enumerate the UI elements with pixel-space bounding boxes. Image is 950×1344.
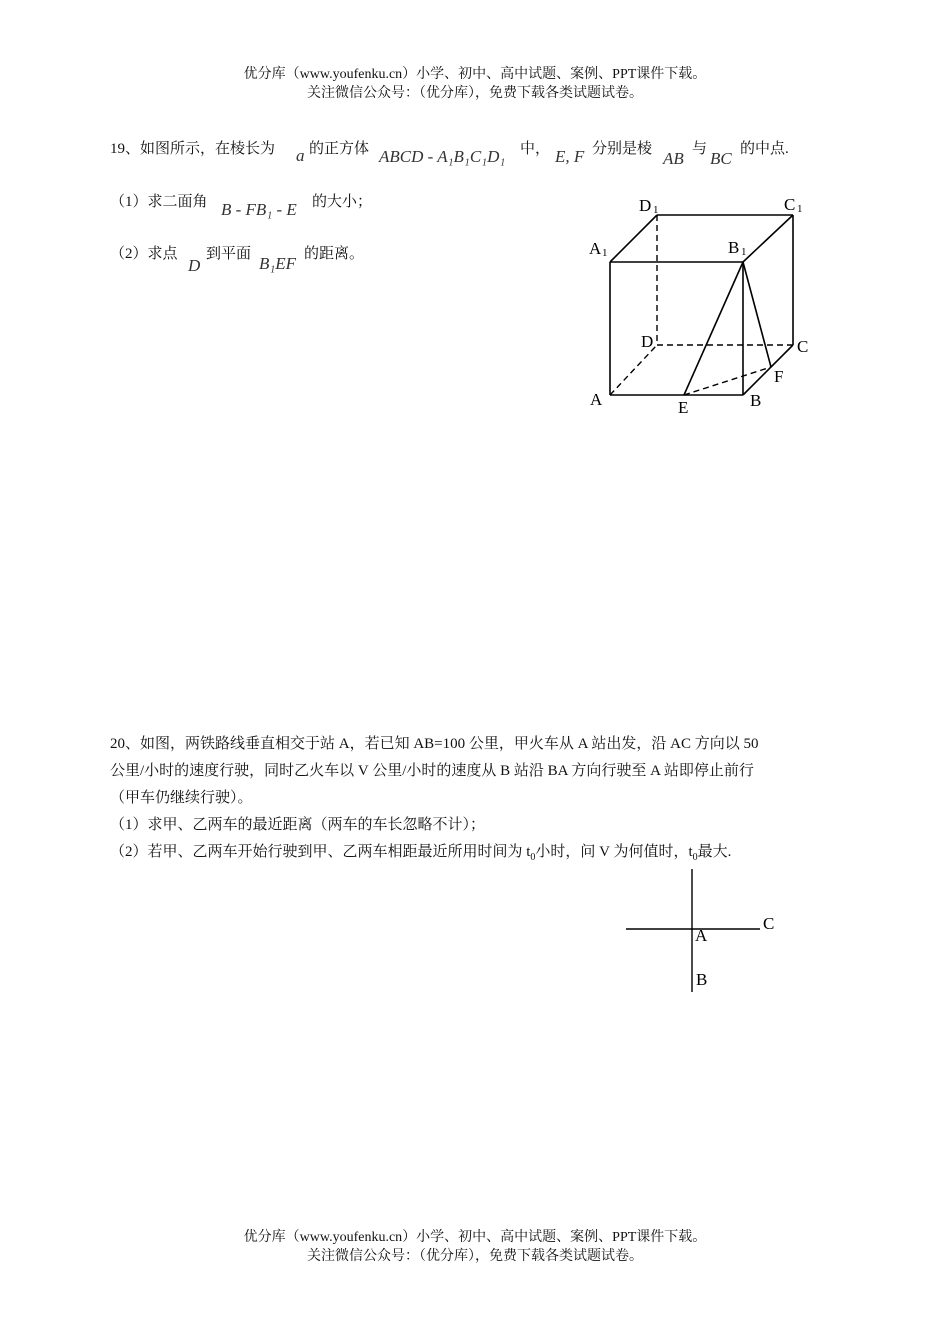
q19-text-1: 19、如图所示，在棱长为 (110, 141, 276, 157)
rail-label-a: A (695, 926, 708, 945)
label-c1-sub: 1 (797, 203, 803, 215)
q19-part2-b: 到平面 (206, 246, 252, 262)
q20-line-5a: （2）若甲、乙两车开始行驶到甲、乙两车相距最近所用时间为 t (110, 844, 531, 860)
q19-text-6: 的中点. (740, 141, 789, 157)
q19-math-ab: AB (663, 149, 684, 168)
q19-text-4: 分别是棱 (592, 141, 653, 157)
label-b1: B (728, 238, 740, 257)
q20-line-5c: 最大. (697, 844, 732, 860)
q19-part2-c: 的距离。 (304, 246, 365, 262)
q19-math-a: a (296, 146, 305, 165)
q20-line-1: 20、如图，两铁路线垂直相交于站 A，若已知 AB=100 公里，甲火车从 A 站出发，沿 AC 方向以 50 (110, 736, 759, 752)
header-line-1: 优分库（www.youfenku.cn）小学、初中、高中试题、案例、PPT课件下载。 (243, 67, 707, 82)
rail-label-b: B (696, 970, 708, 989)
label-d: D (641, 332, 654, 351)
cube-figure (580, 185, 820, 425)
q19-part2-math-d: D (188, 256, 201, 275)
q19-math-bc: BC (710, 149, 732, 168)
q20-line-2: 公里/小时的速度行驶，同时乙火车以 V 公里/小时的速度从 B 站沿 BA 方向行驶至 A 站即停止前行 (110, 763, 754, 779)
q19-part1-a: （1）求二面角 (110, 194, 208, 210)
label-a: A (590, 390, 603, 409)
label-a1: A (589, 239, 602, 258)
label-d1-sub: 1 (653, 204, 659, 216)
label-f: F (774, 367, 784, 386)
q19-math-cube: ABCD - A₁B₁C₁D₁ (379, 147, 506, 166)
footer-line-1: 优分库（www.youfenku.cn）小学、初中、高中试题、案例、PPT课件下载。 (243, 1230, 707, 1245)
q19-math-ef: E, F (555, 147, 585, 166)
q20-line-4: （1）求甲、乙两车的最近距离（两车的车长忽略不计）； (110, 817, 486, 833)
header-line-2: 关注微信公众号：（优分库），免费下载各类试题试卷。 (307, 86, 643, 101)
label-d1: D (639, 196, 652, 215)
footer-line-2: 关注微信公众号：（优分库），免费下载各类试题试卷。 (307, 1249, 643, 1264)
q19-part1-b: 的大小； (312, 194, 373, 210)
q19-part2-a: （2）求点 (110, 246, 178, 262)
label-c1: C (784, 195, 796, 214)
label-b: B (750, 391, 762, 410)
rail-label-c: C (763, 914, 775, 933)
q20-sub-2: 0 (692, 852, 698, 863)
label-c: C (797, 337, 809, 356)
q19-text-2: 的正方体 (309, 141, 370, 157)
question-20 (110, 731, 850, 871)
q20-line-5b: 小时，问 V 为何值时，t (535, 844, 693, 860)
q20-line-3: （甲车仍继续行驶）。 (110, 790, 253, 806)
q19-part1-math: B - FB₁ - E (221, 200, 297, 219)
q19-part2-math-plane: B₁EF (259, 254, 297, 273)
label-b1-sub: 1 (741, 246, 747, 258)
label-e: E (678, 398, 689, 417)
q19-text-5: 与 (692, 141, 708, 157)
q20-sub-1: 0 (530, 852, 536, 863)
label-a1-sub: 1 (602, 247, 608, 259)
railway-figure (620, 865, 790, 1000)
q19-text-3: 中， (520, 141, 551, 157)
